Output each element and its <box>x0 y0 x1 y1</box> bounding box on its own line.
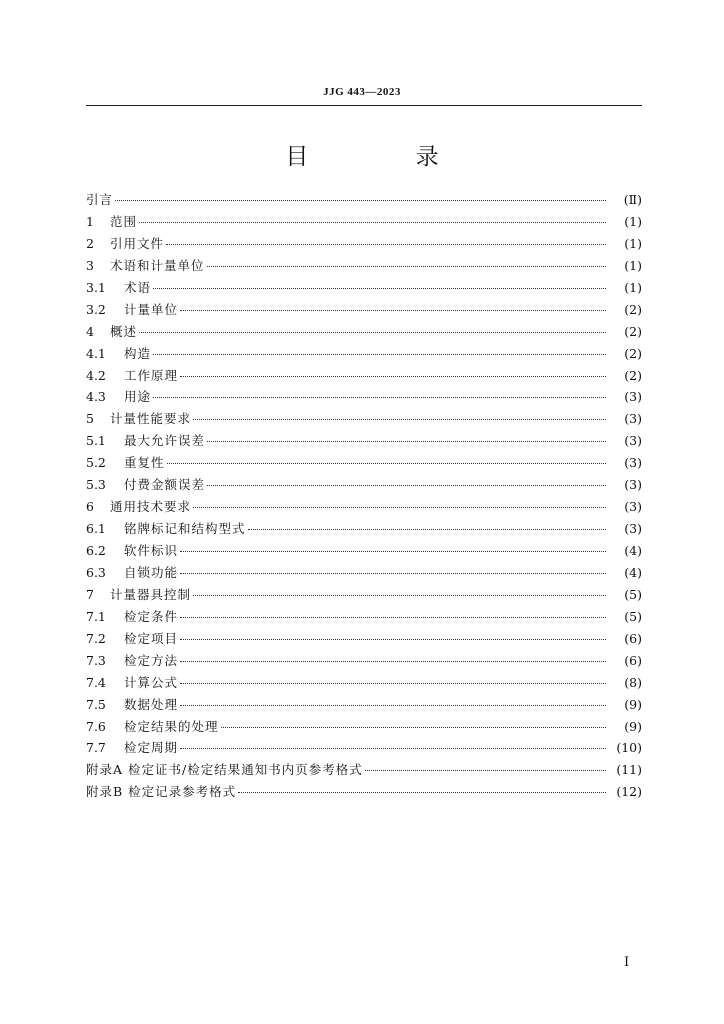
toc-leader-dots <box>180 748 606 749</box>
toc-leader-dots <box>166 244 606 245</box>
toc-entry-page: (Ⅱ) <box>623 192 642 207</box>
toc-leader-dots <box>180 705 606 706</box>
toc-entry[interactable] <box>86 760 642 782</box>
toc-entry-page: (11) <box>616 762 642 778</box>
toc-entry-page: (9) <box>624 718 642 734</box>
toc-entry-page: (5) <box>624 586 642 602</box>
toc-entry[interactable] <box>86 278 642 300</box>
toc-leader-dots <box>180 551 606 552</box>
toc-entry-page: (2) <box>624 301 642 317</box>
toc-entry-number: 1 <box>86 213 94 229</box>
toc-entry-page: (1) <box>624 235 642 251</box>
toc-leader-dots <box>180 683 606 684</box>
toc-entry-title: 术语和计量单位 <box>110 257 205 273</box>
toc-entry[interactable] <box>86 409 642 431</box>
toc-entry-page: (4) <box>624 564 642 580</box>
toc-entry-page: (12) <box>616 784 642 800</box>
toc-entry-number: 6.2 <box>86 543 106 558</box>
toc-entry-number: 6 <box>86 499 94 515</box>
toc-entry-title: 计量单位 <box>124 301 179 317</box>
toc-entry-number: 7.4 <box>86 674 106 690</box>
toc-leader-dots <box>248 529 606 530</box>
toc-entry-number: 7.5 <box>86 696 106 712</box>
toc-leader-dots <box>167 463 606 464</box>
toc-entry[interactable] <box>86 673 642 695</box>
toc-entry[interactable] <box>86 300 642 322</box>
toc-leader-dots <box>180 639 606 640</box>
toc-entry-title: 检定结果的处理 <box>124 718 219 734</box>
page-title: 目 录 <box>285 144 489 170</box>
toc-leader-dots <box>153 354 606 355</box>
toc-entry-number: 7 <box>86 586 94 602</box>
toc-entry-title: 引用文件 <box>110 235 165 251</box>
toc-leader-dots <box>180 661 606 662</box>
toc-entry-page: (3) <box>624 499 642 515</box>
toc-entry[interactable] <box>86 651 642 673</box>
toc-entry-number: 4.3 <box>86 389 106 405</box>
toc-entry[interactable] <box>86 387 642 409</box>
toc-entry-number: 6.3 <box>86 564 106 580</box>
toc-entry-title: 数据处理 <box>124 696 179 712</box>
toc-entry-number: 3 <box>86 257 94 273</box>
toc-entry-title: 概述 <box>110 323 138 339</box>
toc-entry-page: (3) <box>624 411 642 427</box>
toc-entry[interactable] <box>86 629 642 651</box>
toc-leader-dots <box>207 266 606 267</box>
toc-entry-number: 2 <box>86 235 94 251</box>
toc-entry[interactable] <box>86 256 642 278</box>
toc-leader-dots <box>207 441 606 442</box>
toc-entry-title: 计量性能要求 <box>110 411 192 427</box>
toc-entry-number: 4.2 <box>86 367 106 383</box>
toc-entry[interactable] <box>86 366 642 388</box>
toc-entry-page: (1) <box>624 257 642 273</box>
toc-entry-title: 检定方法 <box>124 652 179 668</box>
toc-entry[interactable] <box>86 738 642 760</box>
document-code-header: JJG 443—2023 <box>323 86 401 98</box>
toc-entry-title: 检定条件 <box>124 608 179 624</box>
toc-leader-dots <box>193 595 606 596</box>
toc-entry-title: 计量器具控制 <box>110 586 192 602</box>
toc-entry[interactable] <box>86 453 642 475</box>
toc-entry-title: 软件标识 <box>124 543 179 558</box>
toc-entry-page: (1) <box>624 213 642 229</box>
toc-entry-number: 7.2 <box>86 630 106 646</box>
toc-entry-page: (3) <box>624 477 642 493</box>
toc-entry[interactable] <box>86 607 642 629</box>
toc-leader-dots <box>180 573 606 574</box>
toc-entry[interactable] <box>86 497 642 519</box>
toc-entry-number: 3.1 <box>86 279 106 295</box>
header-rule <box>86 105 642 106</box>
toc-entry-number: 7.1 <box>86 608 106 624</box>
toc-entry[interactable] <box>86 212 642 234</box>
toc-entry-title: 自锁功能 <box>124 564 179 580</box>
toc-leader-dots <box>221 727 606 728</box>
toc-leader-dots <box>365 770 606 771</box>
toc-entry-page: (1) <box>624 279 642 295</box>
toc-leader-dots <box>193 419 606 420</box>
toc-entry-page: (5) <box>624 608 642 624</box>
toc-leader-dots <box>153 397 606 398</box>
toc-entry-page: (8) <box>624 674 642 690</box>
toc-leader-dots <box>207 485 606 486</box>
toc-entry-page: (2) <box>624 345 642 361</box>
toc-entry-title: 通用技术要求 <box>110 499 192 515</box>
toc-entry[interactable] <box>86 322 642 344</box>
toc-entry[interactable] <box>86 431 642 453</box>
toc-entry-page: (6) <box>624 652 642 668</box>
toc-entry-page: (3) <box>624 521 642 537</box>
toc-leader-dots <box>139 332 606 333</box>
toc-entry-number: 4 <box>86 323 94 339</box>
page-number: Ⅰ <box>624 954 630 969</box>
toc-entry-title: 附录A 检定证书/检定结果通知书内页参考格式 <box>86 762 363 778</box>
toc-entry-page: (10) <box>616 740 642 756</box>
toc-entry-title: 铭牌标记和结构型式 <box>124 521 246 537</box>
toc-leader-dots <box>139 222 606 223</box>
toc-entry-number: 5.3 <box>86 477 106 493</box>
toc-entry[interactable] <box>86 475 642 497</box>
toc-entry[interactable] <box>86 717 642 739</box>
toc-leader-dots <box>180 376 606 377</box>
toc-leader-dots <box>193 507 606 508</box>
toc-entry[interactable] <box>86 563 642 585</box>
toc-entry-title: 用途 <box>124 389 152 405</box>
toc-leader-dots <box>238 792 606 793</box>
toc-entry-page: (2) <box>624 367 642 383</box>
toc-leader-dots <box>180 617 606 618</box>
toc-entry[interactable] <box>86 344 642 366</box>
toc-entry-title: 工作原理 <box>124 367 179 383</box>
toc-entry-number: 4.1 <box>86 345 106 361</box>
toc-entry-page: (3) <box>624 389 642 405</box>
toc-entry-number: 6.1 <box>86 521 106 537</box>
toc-entry-page: (3) <box>624 455 642 471</box>
toc-entry-number: 7.3 <box>86 652 106 668</box>
toc-entry-title: 计算公式 <box>124 674 179 690</box>
toc-entry[interactable] <box>86 519 642 541</box>
toc-entry-number: 7.7 <box>86 740 106 756</box>
toc-entry[interactable] <box>86 585 642 607</box>
toc-entry[interactable] <box>86 190 642 212</box>
toc-entry-title: 范围 <box>110 213 138 229</box>
toc-leader-dots <box>180 310 606 311</box>
toc-entry-title: 构造 <box>124 345 152 361</box>
toc-leader-dots <box>115 200 606 201</box>
toc-entry-number: 5.1 <box>86 433 106 449</box>
toc-entry-title: 付费金额误差 <box>124 477 206 493</box>
toc-entry-number: 5 <box>86 411 94 427</box>
toc-entry-title: 检定周期 <box>124 740 179 756</box>
toc-entry[interactable] <box>86 541 642 563</box>
toc-entry-number: 5.2 <box>86 455 106 471</box>
toc-entry-title: 最大允许误差 <box>124 433 206 449</box>
toc-leader-dots <box>153 288 606 289</box>
toc-entry-title: 引言 <box>86 192 114 207</box>
toc-entry[interactable] <box>86 234 642 256</box>
toc-entry-page: (4) <box>624 543 642 558</box>
toc-entry-title: 重复性 <box>124 455 165 471</box>
toc-entry-number: 3.2 <box>86 301 106 317</box>
toc-entry[interactable] <box>86 695 642 717</box>
toc-entry[interactable] <box>86 782 642 804</box>
toc-entry-title: 术语 <box>124 279 152 295</box>
toc-entry-title: 检定项目 <box>124 630 179 646</box>
toc-entry-page: (6) <box>624 630 642 646</box>
toc-entry-page: (3) <box>624 433 642 449</box>
table-of-contents <box>86 190 642 804</box>
toc-entry-title: 附录B 检定记录参考格式 <box>86 784 237 800</box>
toc-entry-page: (2) <box>624 323 642 339</box>
toc-entry-number: 7.6 <box>86 718 106 734</box>
toc-entry-page: (9) <box>624 696 642 712</box>
